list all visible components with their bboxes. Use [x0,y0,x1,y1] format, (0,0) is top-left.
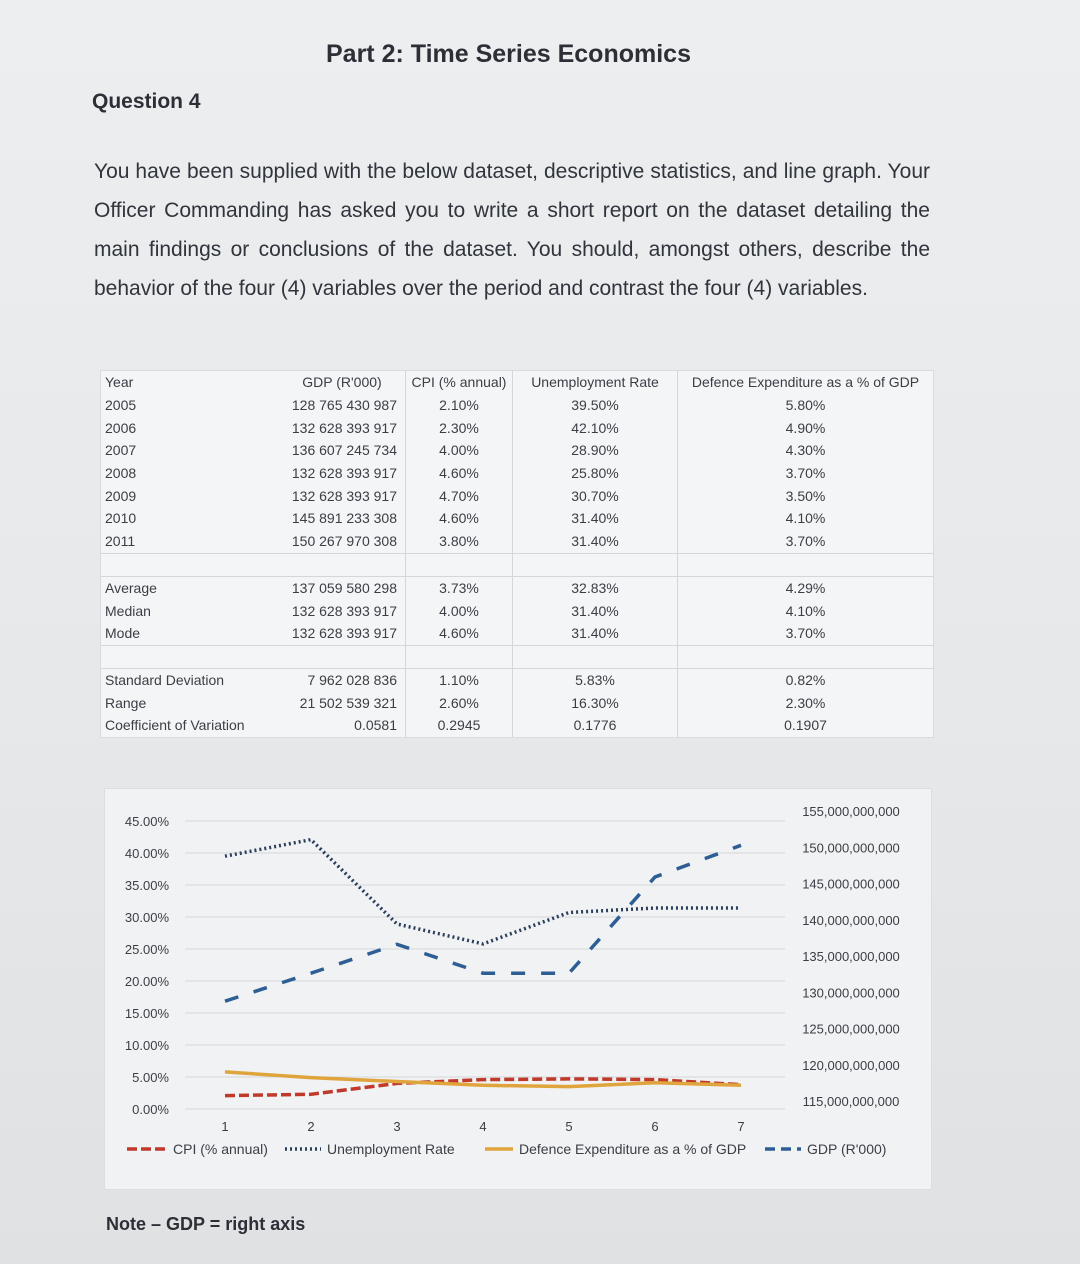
left-axis-tick-label: 15.00% [124,1006,169,1021]
cell: 145 891 233 308 [283,507,406,530]
right-axis-tick-label: 130,000,000,000 [802,985,900,1001]
table-row [101,668,933,691]
cell: 0.1907 [784,717,827,734]
line-chart [104,788,932,1190]
cell: 2007 [105,442,137,459]
unemployment-series-line [225,840,741,944]
cell: 28.90% [513,439,678,462]
left-axis-tick-label: 30.00% [124,910,169,925]
header-gdp: GDP (R'000) [283,371,406,394]
cell: 4.29% [785,579,826,596]
cell: 3.70% [678,622,934,645]
cell: 132 628 393 917 [283,599,406,622]
left-axis-tick-label: 25.00% [124,942,169,957]
left-axis-tick-label: 35.00% [124,878,169,893]
cell: 25.80% [513,462,678,485]
cell: 2006 [105,419,137,436]
cell: 132 628 393 917 [283,484,406,507]
table-row [101,507,933,530]
gdp-series-line [225,845,741,1001]
cell: 0.0581 [283,714,406,737]
cell: 5.83% [513,668,678,691]
table-row [101,439,933,462]
x-axis-tick-label: 4 [479,1119,487,1134]
table-row [101,394,933,417]
x-axis-tick-label: 6 [651,1119,659,1134]
cell: 137 059 580 298 [283,576,406,599]
table-row [101,530,933,553]
right-axis-tick-label: 135,000,000,000 [802,949,900,964]
instructions-paragraph [94,152,930,308]
cell: 2005 [105,397,137,414]
header-unemployment: Unemployment Rate [513,371,678,394]
cell: 3.70% [678,530,934,553]
left-axis-tick-label: 5.00% [132,1070,169,1085]
cell: 4.10% [785,602,826,619]
right-axis-tick-label: 140,000,000,000 [802,912,900,928]
x-axis-tick-label: 1 [221,1119,229,1134]
cell: 7 962 028 836 [283,668,406,691]
table-row [101,691,933,714]
left-axis-tick-label: 45.00% [124,814,169,829]
cell: 132 628 393 917 [283,416,406,439]
legend-label: Defence Expenditure as a % of GDP [519,1141,747,1157]
table-row [101,576,933,599]
cell: 31.40% [513,599,678,622]
cell: Mode [101,622,283,645]
legend-label: CPI (% annual) [173,1141,268,1157]
cell: 30.70% [513,484,678,507]
cell: 136 607 245 734 [283,439,406,462]
cell: Range [105,694,147,711]
cell: 4.00% [406,599,513,622]
cell: 21 502 539 321 [283,691,406,714]
left-axis-tick-label: 40.00% [124,846,169,861]
cell: 2010 [105,510,137,527]
cell: 5.80% [785,397,826,414]
left-axis-tick-label: 0.00% [132,1102,169,1117]
table-row [101,714,933,737]
table-row [101,484,933,507]
right-axis-tick-label: 120,000,000,000 [802,1057,900,1073]
cell: 3.73% [406,576,513,599]
cell: Median [105,602,151,619]
spacer-row [101,645,933,668]
cell: 0.1776 [513,714,678,737]
cell: 31.40% [513,530,678,553]
left-axis-tick-label: 10.00% [124,1038,169,1053]
cell: 2.30% [406,416,513,439]
cell: 4.60% [406,462,513,485]
table-row [101,622,933,645]
cell: 0.2945 [406,714,513,737]
cell: 2.60% [406,691,513,714]
cell: 4.60% [406,507,513,530]
line-chart-svg [105,789,931,1189]
cell: 4.70% [406,484,513,507]
cell: 3.70% [785,465,826,482]
cell: 4.30% [785,442,826,459]
header-year: Year [105,374,134,391]
x-axis-tick-label: 3 [393,1119,401,1134]
right-axis-tick-label: 150,000,000,000 [802,840,900,856]
cell: 3.50% [785,487,826,504]
spacer-row [101,553,933,576]
cell: 42.10% [513,416,678,439]
question-title: Question 4 [92,90,201,113]
cell: Average [105,579,157,596]
cell: 2008 [105,465,137,482]
x-axis-tick-label: 5 [565,1119,573,1134]
cell: 132 628 393 917 [283,462,406,485]
instructions-text: You have been supplied with the below dataset, descriptive statistics, and line graph. Your Officer Commanding has asked you to write a short report on the dataset detailing the main findings or conclusions of the dataset. You should, amongst others, describe the behavior of the four (4) variables over the period and contrast the four (4) variables. [94,160,930,300]
header-defence: Defence Expenditure as a % of GDP [691,374,920,391]
cell: 2.30% [785,694,826,711]
right-axis-tick-label: 155,000,000,000 [802,804,900,819]
legend-label: Unemployment Rate [327,1141,455,1157]
cell: 31.40% [513,622,678,645]
cell: 4.60% [406,622,513,645]
table-row [101,599,933,622]
legend-label: GDP (R'000) [807,1141,887,1157]
table-row [101,416,933,439]
x-axis-tick-label: 7 [737,1119,745,1134]
cell: 150 267 970 308 [283,530,406,553]
cell: 39.50% [513,394,678,417]
left-axis-tick-label: 20.00% [124,974,169,989]
cell: 0.82% [785,671,826,688]
cell: Coefficient of Variation [105,717,245,734]
cell: 1.10% [406,668,513,691]
cell: 2011 [101,530,283,553]
right-axis-tick-label: 115,000,000,000 [802,1094,900,1109]
cell: Standard Deviation [105,671,225,688]
chart-note: Note – GDP = right axis [106,1214,306,1234]
header-cpi: CPI (% annual) [406,371,513,394]
cell: 31.40% [513,507,678,530]
cell: 132 628 393 917 [283,622,406,645]
cell: 4.90% [785,419,826,436]
cell: 2009 [105,487,137,504]
cell: 3.80% [406,530,513,553]
table-row [101,462,933,485]
right-axis-tick-label: 125,000,000,000 [802,1021,900,1037]
cell: 32.83% [513,576,678,599]
x-axis-tick-label: 2 [307,1119,315,1134]
right-axis-tick-label: 145,000,000,000 [802,876,900,892]
cell: 4.00% [406,439,513,462]
cell: 16.30% [513,691,678,714]
statistics-table [100,370,934,738]
cell: 4.10% [785,510,826,527]
cell: 128 765 430 987 [283,394,406,417]
part-title: Part 2: Time Series Economics [326,40,691,68]
cell: 2.10% [406,394,513,417]
